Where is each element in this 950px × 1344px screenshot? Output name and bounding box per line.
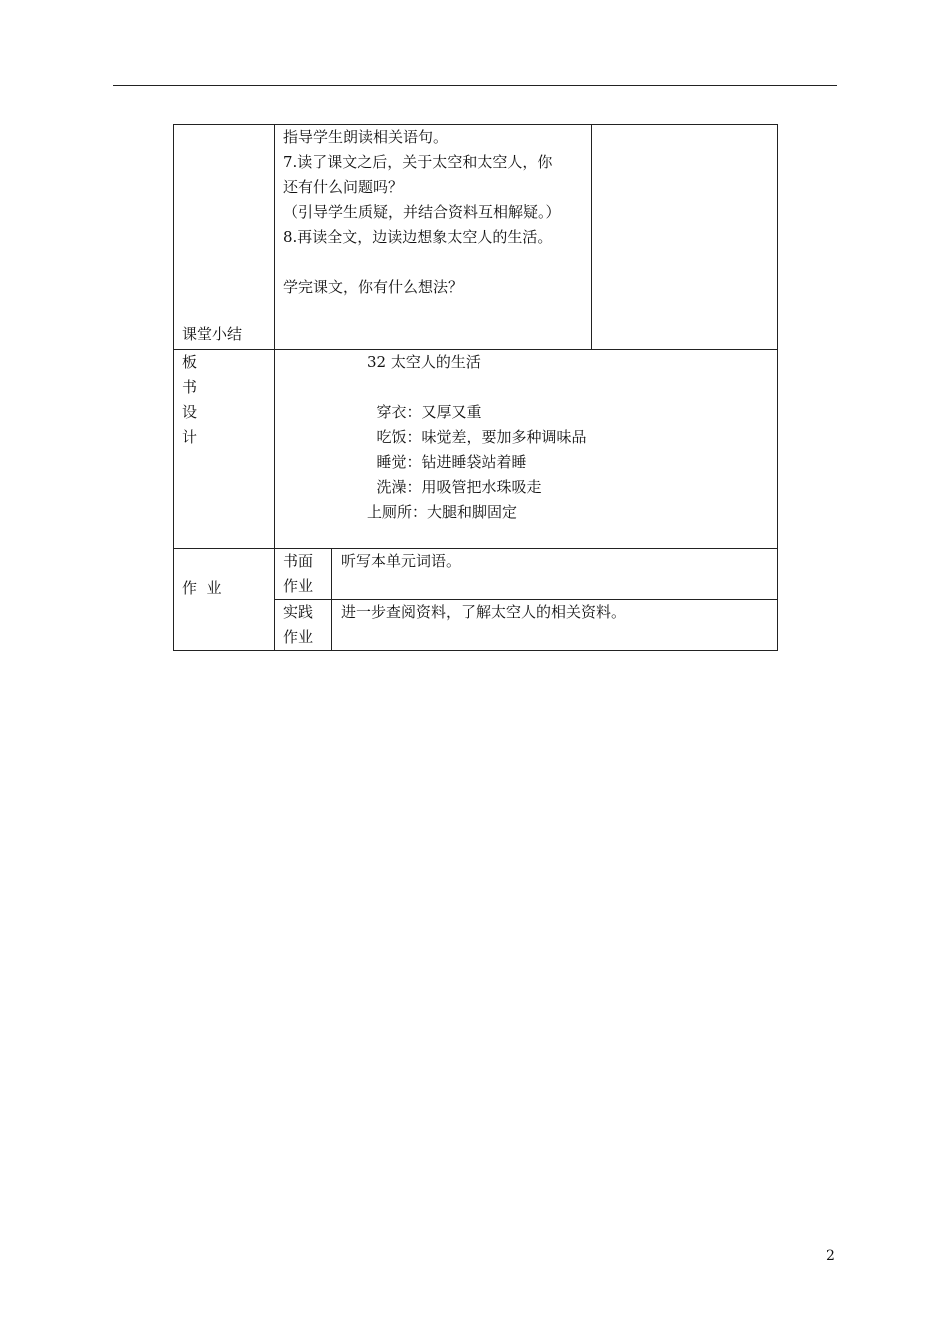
board-label-char: 计 <box>182 428 198 446</box>
board-content-cell <box>275 350 778 549</box>
homework-label: 作 业 <box>182 579 222 597</box>
homework-text: 进一步查阅资料，了解太空人的相关资料。 <box>341 603 627 621</box>
board-label-char: 设 <box>182 403 198 421</box>
summary-content-cell <box>275 125 592 350</box>
homework-text-cell <box>332 549 778 600</box>
board-item: 穿衣：又厚又重 <box>367 403 482 421</box>
summary-label-cell <box>174 125 275 350</box>
header-rule <box>113 85 837 86</box>
homework-type-line: 作业 <box>283 628 314 646</box>
board-label-char: 板 <box>182 353 198 371</box>
summary-line: （引导学生质疑，并结合资料互相解疑。） <box>283 203 561 221</box>
board-item: 上厕所：大腿和脚固定 <box>367 503 518 521</box>
homework-text: 听写本单元词语。 <box>341 552 462 570</box>
lesson-plan-table <box>173 124 778 651</box>
summary-line: 指导学生朗读相关语句。 <box>283 128 449 146</box>
homework-type-cell <box>275 600 332 651</box>
homework-type-line: 实践 <box>283 603 314 621</box>
summary-line: 学完课文，你有什么想法？ <box>283 278 464 296</box>
board-label-char: 书 <box>182 378 198 396</box>
homework-row-written <box>174 549 778 600</box>
board-item: 吃饭：味觉差，要加多种调味品 <box>367 428 587 446</box>
board-item: 睡觉：钻进睡袋站着睡 <box>367 453 527 471</box>
homework-type-line: 书面 <box>283 552 314 570</box>
board-title: 32 太空人的生活 <box>367 353 481 371</box>
board-label-cell <box>174 350 275 549</box>
homework-label-cell <box>174 549 275 651</box>
board-item: 洗澡：用吸管把水珠吸走 <box>367 478 542 496</box>
summary-label: 课堂小结 <box>182 325 243 343</box>
summary-line: 7.读了课文之后，关于太空和太空人，你 <box>283 153 553 171</box>
homework-text-cell <box>332 600 778 651</box>
board-item-list <box>367 400 587 525</box>
summary-blank-line <box>283 250 583 275</box>
summary-line: 还有什么问题吗？ <box>283 178 404 196</box>
page-number: 2 <box>826 1248 835 1264</box>
homework-type-cell <box>275 549 332 600</box>
summary-line: 8.再读全文，边读边想象太空人的生活。 <box>283 228 553 246</box>
summary-notes-cell <box>592 125 778 350</box>
summary-row <box>174 125 778 350</box>
homework-type-line: 作业 <box>283 577 314 595</box>
board-design-row <box>174 350 778 549</box>
